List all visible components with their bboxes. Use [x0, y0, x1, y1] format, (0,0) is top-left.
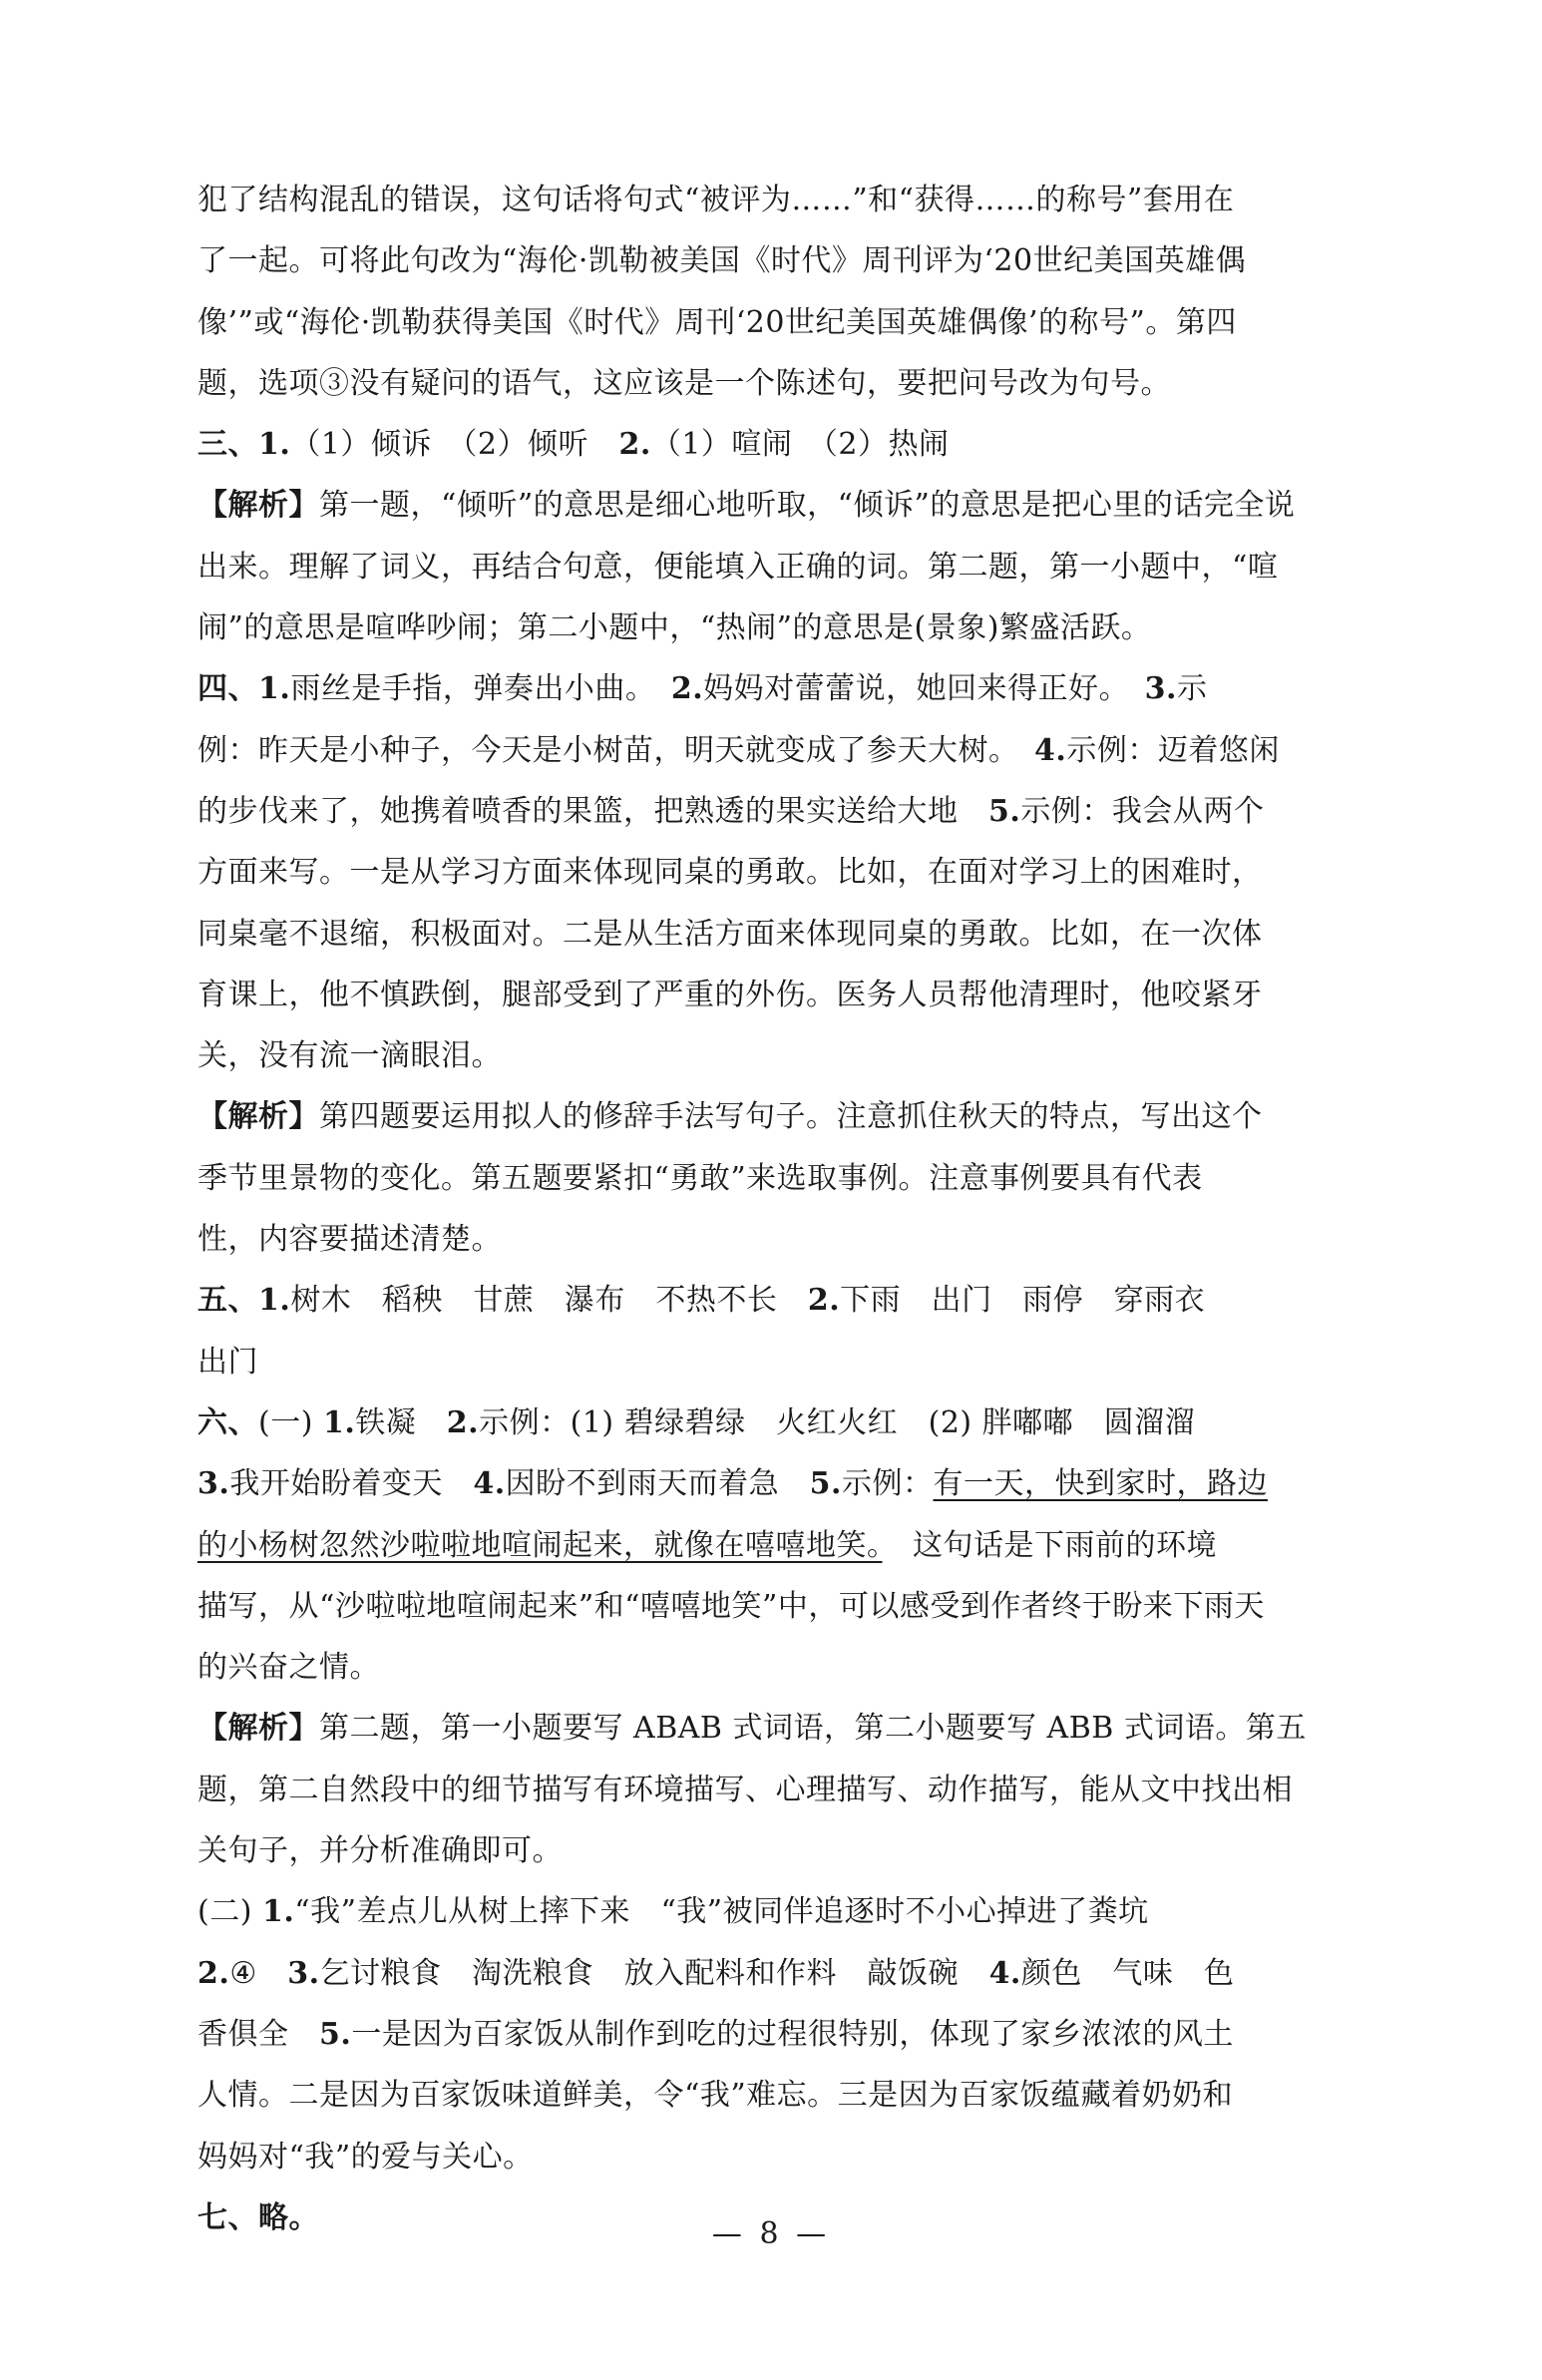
text-segment: 人情。二是因为百家饭味道鲜美，令“我”难忘。三是因为百家饭蕴藏着奶奶和 [197, 2078, 1234, 2114]
page-number: — 8 — [711, 2216, 831, 2251]
text-segment: 第四题要运用拟人的修辞手法写句子。注意抓住秋天的特点，写出这个 [319, 1099, 1263, 1135]
text-line [197, 1160, 1335, 1196]
text-segment: 示例：迈着悠闲 [1066, 732, 1280, 768]
text-line [197, 977, 1335, 1012]
text-segment: 示例：(1) 碧绿碧绿 火红火红 (2) 胖嘟嘟 圆溜溜 [479, 1404, 1196, 1440]
text-segment: 题，第二自然段中的细节描写有环境描写、心理描写、动作描写，能从文中找出相 [197, 1772, 1293, 1807]
bold-label: 六、 [197, 1404, 258, 1440]
text-segment: 第二题，第一小题要写 ABAB 式词语，第二小题要写 ABB 式词语。第五 [319, 1711, 1307, 1747]
text-segment: 例：昨天是小种子，今天是小树苗，明天就变成了参天大树。 [197, 732, 1034, 768]
text-line [197, 304, 1335, 340]
bold-label: 1. [261, 1894, 295, 1930]
text-segment: 铁凝 [355, 1404, 447, 1440]
text-segment: 一是因为百家饭从制作到吃的过程很特别，体现了家乡浓浓的风土 [351, 2016, 1234, 2052]
bold-label: 5. [319, 2016, 352, 2052]
text-segment: 性，内容要描述清楚。 [197, 1222, 502, 1258]
text-line [197, 2139, 1335, 2175]
text-segment: 出来。理解了词义，再结合句意，便能填入正确的词。第二题，第一小题中，“喧 [197, 549, 1279, 585]
text-segment: “我”差点儿从树上摔下来 “我”被同伴追逐时不小心掉进了粪坑 [294, 1894, 1149, 1930]
text-line [197, 427, 1335, 463]
bold-label: 3. [1144, 671, 1177, 707]
text-segment: 香俱全 [197, 2016, 319, 2052]
bold-label: 2. [807, 1283, 841, 1319]
text-line [197, 1099, 1335, 1135]
text-line [197, 1466, 1335, 1502]
text-line [197, 1527, 1335, 1563]
bold-label: 2. [618, 427, 651, 463]
text-line [197, 1772, 1335, 1807]
text-segment: 我开始盼着变天 [229, 1466, 474, 1502]
text-segment: 像’”或“海伦·凯勒获得美国《时代》周刊‘20世纪美国英雄偶像’的称号”。第四 [197, 304, 1237, 340]
text-line [197, 243, 1335, 279]
text-segment: ④ [229, 1955, 288, 1991]
text-line [197, 1894, 1335, 1930]
text-line [197, 183, 1335, 217]
text-line [197, 1955, 1335, 1991]
text-segment: （1）喧闹 （2）热闹 [650, 427, 950, 463]
underlined-text: 有一天，快到家时，路边 [933, 1466, 1268, 1502]
bold-label: 5. [809, 1466, 842, 1502]
bold-label: 1. [322, 1404, 356, 1440]
text-segment: 示例： [841, 1466, 934, 1502]
text-segment: 关，没有流一滴眼泪。 [197, 1038, 502, 1074]
text-line [197, 1650, 1335, 1686]
answer-key-page [197, 183, 1335, 2264]
text-segment: 颜色 气味 色 [1020, 1955, 1235, 1991]
text-line [197, 2078, 1335, 2114]
text-line [197, 1344, 1335, 1380]
text-segment: 这句话是下雨前的环境 [882, 1527, 1217, 1563]
text-line [197, 365, 1335, 401]
text-line [197, 1711, 1335, 1747]
text-line [197, 1038, 1335, 1074]
bold-label: 三、1. [197, 427, 291, 463]
text-segment: 的兴奋之情。 [197, 1650, 380, 1686]
text-line [197, 2016, 1335, 2052]
text-line [197, 549, 1335, 585]
bold-label: 4. [988, 1955, 1021, 1991]
text-segment: 下雨 出门 雨停 穿雨衣 [840, 1283, 1206, 1319]
text-line [197, 916, 1335, 952]
text-segment: (二) [197, 1894, 262, 1930]
text-segment: 因盼不到雨天而着急 [505, 1466, 810, 1502]
text-line [197, 610, 1335, 646]
text-segment: 育课上，他不慎跌倒，腿部受到了严重的外伤。医务人员帮他清理时，他咬紧牙 [197, 977, 1263, 1012]
bold-label: 4. [1034, 732, 1067, 768]
underlined-text: 的小杨树忽然沙啦啦地喧闹起来，就像在嘻嘻地笑。 [197, 1527, 883, 1563]
text-segment: 示 [1176, 671, 1208, 707]
bold-label: 五、1. [197, 1283, 291, 1319]
text-segment: 季节里景物的变化。第五题要紧扣“勇敢”来选取事例。注意事例要具有代表 [197, 1160, 1203, 1196]
text-segment: 雨丝是手指，弹奏出小曲。 [290, 671, 671, 707]
text-segment: 示例：我会从两个 [1020, 793, 1265, 829]
bold-label: 4. [473, 1466, 506, 1502]
text-line [197, 732, 1335, 768]
text-segment: 的步伐来了，她携着喷香的果篮，把熟透的果实送给大地 [197, 793, 988, 829]
text-segment: 乞讨粮食 淘洗粮食 放入配料和作料 敲饭碗 [319, 1955, 989, 1991]
text-segment: 方面来写。一是从学习方面来体现同桌的勇敢。比如，在面对学习上的困难时， [197, 855, 1263, 891]
text-segment: 第一题，“倾听”的意思是细心地听取，“倾诉”的意思是把心里的话完全说 [319, 488, 1296, 524]
text-line [197, 1222, 1335, 1258]
bold-label: 3. [197, 1466, 230, 1502]
text-line [197, 1404, 1335, 1440]
text-line [197, 488, 1335, 524]
bold-label: 【解析】 [197, 1711, 319, 1747]
text-line [197, 793, 1335, 829]
text-segment: 关句子，并分析准确即可。 [197, 1833, 563, 1869]
bold-label: 【解析】 [197, 1099, 319, 1135]
text-segment: 出门 [197, 1344, 258, 1380]
bold-label: 【解析】 [197, 488, 319, 524]
text-segment: （1）倾诉 （2）倾听 [290, 427, 619, 463]
text-segment: 妈妈对蕾蕾说，她回来得正好。 [703, 671, 1145, 707]
text-line [197, 1283, 1335, 1319]
text-segment: 犯了结构混乱的错误，这句话将句式“被评为……”和“获得……的称号”套用在 [197, 183, 1235, 217]
text-segment: 妈妈对“我”的爱与关心。 [197, 2139, 534, 2175]
bold-label: 2. [670, 671, 704, 707]
text-segment: 描写，从“沙啦啦地喧闹起来”和“嘻嘻地笑”中，可以感受到作者终于盼来下雨天 [197, 1588, 1265, 1624]
text-line [197, 671, 1335, 707]
bold-label: 2. [197, 1955, 230, 1991]
text-segment: 树木 稻秧 甘蔗 瀑布 不热不长 [290, 1283, 808, 1319]
text-line [197, 1833, 1335, 1869]
bold-label: 2. [446, 1404, 480, 1440]
text-segment: (一) [258, 1404, 323, 1440]
text-segment: 闹”的意思是喧哗吵闹；第二小题中，“热闹”的意思是(景象)繁盛活跃。 [197, 610, 1152, 646]
bold-label: 四、1. [197, 671, 291, 707]
text-segment: 同桌毫不退缩，积极面对。二是从生活方面来体现同桌的勇敢。比如，在一次体 [197, 916, 1263, 952]
text-line [197, 855, 1335, 891]
bold-label: 七、略。 [197, 2199, 319, 2235]
text-segment: 题，选项③没有疑问的语气，这应该是一个陈述句，要把问号改为句号。 [197, 365, 1171, 401]
text-line [197, 1588, 1335, 1624]
bold-label: 5. [988, 793, 1021, 829]
bold-label: 3. [287, 1955, 320, 1991]
text-segment: 了一起。可将此句改为“海伦·凯勒被美国《时代》周刊评为‘20世纪美国英雄偶 [197, 243, 1247, 279]
